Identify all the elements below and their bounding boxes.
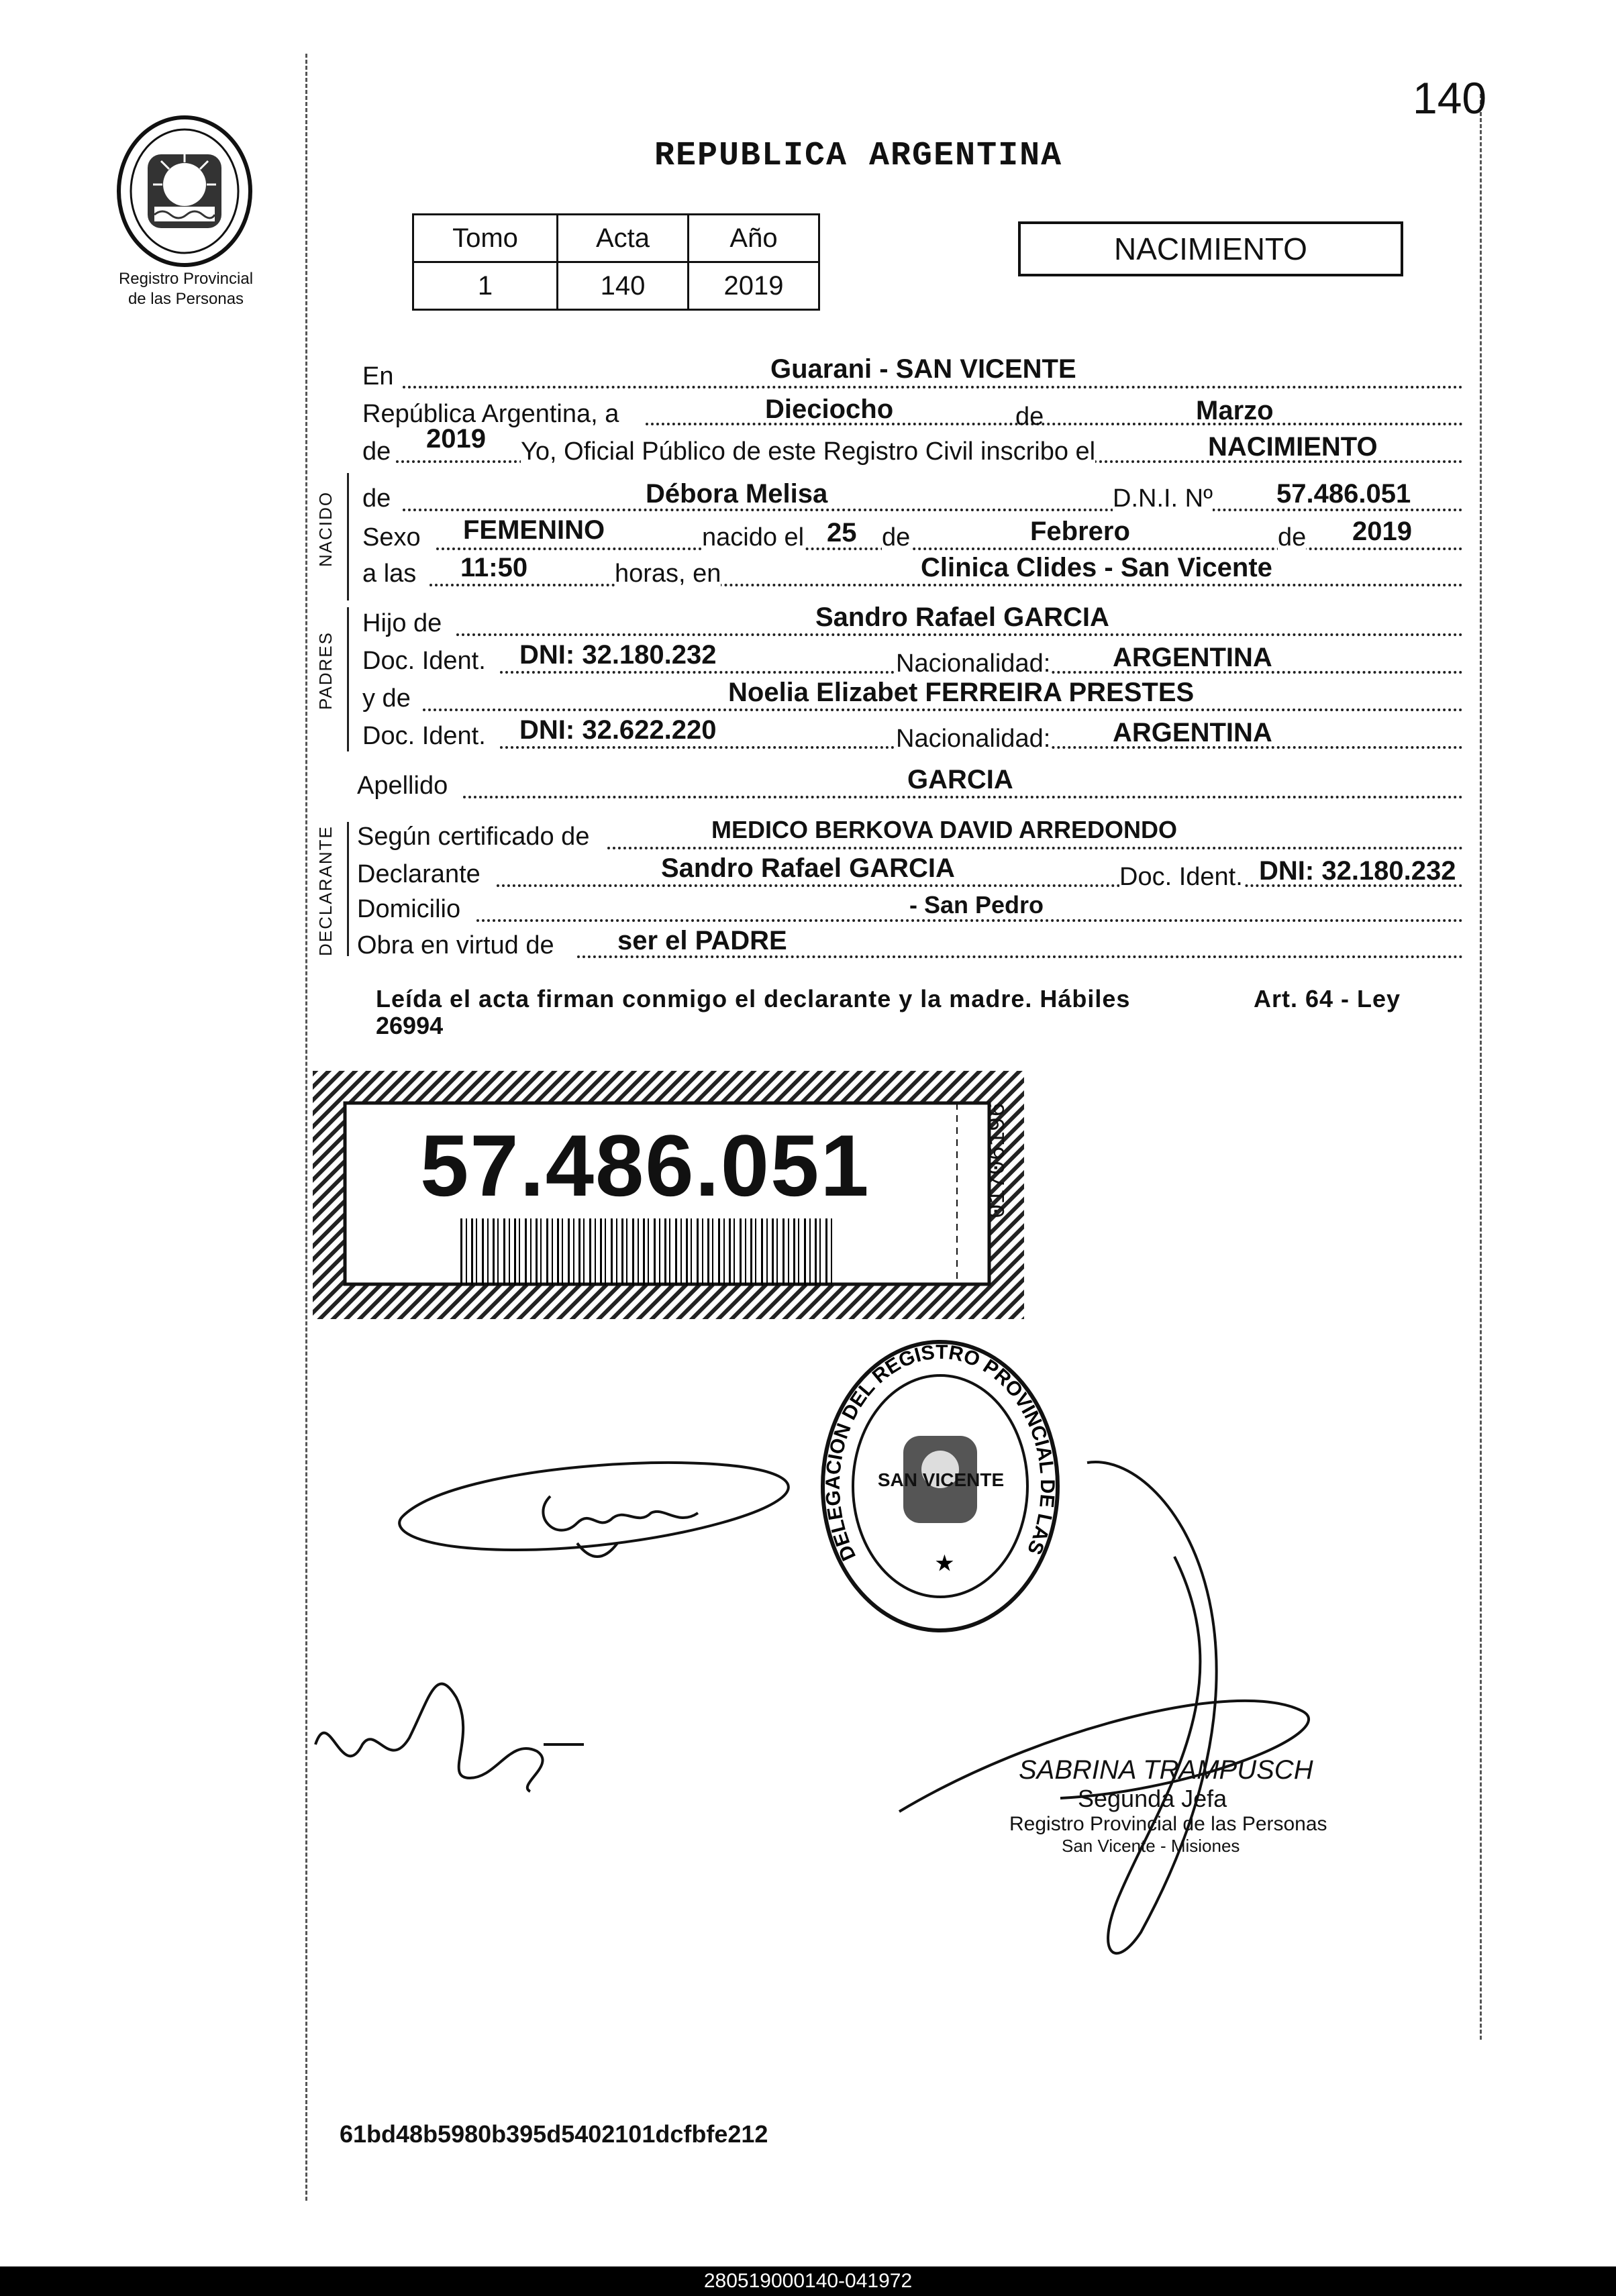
value-hora: 11:50 (460, 553, 528, 582)
document-title: REPUBLICA ARGENTINA (654, 137, 1063, 175)
value-domicilio: - San Pedro (909, 891, 1044, 919)
label-en: En (362, 362, 394, 390)
section-label-declarante: DECLARANTE (315, 825, 336, 956)
province-logo (114, 114, 255, 268)
oficial-cargo: Segunda Jefa (1078, 1785, 1227, 1812)
margin-line-right (1480, 94, 1482, 2040)
value-lugar-nac: Clinica Clides - San Vicente (921, 553, 1272, 582)
label-nombre: de (362, 484, 391, 513)
svg-text:★: ★ (936, 1553, 954, 1575)
footer-code: 280519000140-041972 (703, 2270, 913, 2292)
label-doc-madre: Doc. Ident. (362, 722, 486, 750)
label-de-mes: de (1015, 403, 1044, 431)
label-nac-de2: de (1278, 523, 1307, 552)
section-bracket-padres (347, 607, 349, 751)
table-header-acta: Acta (558, 215, 689, 262)
value-obra: ser el PADRE (617, 926, 787, 955)
document-hash: 61bd48b5980b395d5402101dcfbfe212 (340, 2120, 768, 2148)
barcode-icon (460, 1218, 836, 1286)
sticker-serial: 01706196 (984, 1102, 1011, 1218)
section-label-nacido: NACIDO (315, 490, 336, 567)
label-a-las: a las (362, 560, 417, 588)
value-decl-doc: DNI: 32.180.232 (1259, 856, 1456, 886)
label-de-anio: de (362, 437, 391, 466)
value-padre-doc: DNI: 32.180.232 (519, 640, 717, 670)
label-horas: horas, en (615, 560, 721, 588)
registro-table (412, 213, 820, 311)
table-value-anio: 2019 (689, 262, 819, 310)
logo-caption-line1: Registro Provincial (118, 270, 254, 288)
label-segun: Según certificado de (357, 823, 590, 851)
label-nacionalidad-padre: Nacionalidad: (896, 649, 1051, 678)
value-padre-nac: ARGENTINA (1113, 643, 1272, 672)
signature-declarante (376, 1422, 832, 1610)
section-bracket-nacido (347, 473, 349, 601)
value-apellido: GARCIA (907, 765, 1013, 794)
table-header-anio: Año (689, 215, 819, 262)
value-madre: Noelia Elizabet FERREIRA PRESTES (728, 678, 1195, 707)
label-obra: Obra en virtud de (357, 931, 554, 959)
tipo-acta-box: NACIMIENTO (1018, 221, 1403, 276)
value-dia: Dieciocho (765, 395, 894, 424)
label-apellido: Apellido (357, 772, 448, 800)
signature-madre (309, 1664, 604, 1812)
oficial-nombre: SABRINA TRAMPUSCH (1019, 1755, 1313, 1785)
value-lugar: Guarani - SAN VICENTE (770, 354, 1076, 384)
leida-art: Art. 64 - Ley (1254, 985, 1401, 1012)
label-hijo-de: Hijo de (362, 609, 442, 637)
footer-bar (0, 2266, 1616, 2296)
value-nac-anio: 2019 (1352, 517, 1412, 546)
oficial-organismo: Registro Provincial de las Personas (1009, 1813, 1327, 1835)
section-label-padres: PADRES (315, 631, 336, 710)
table-header-tomo: Tomo (413, 215, 558, 262)
label-sexo: Sexo (362, 523, 421, 552)
leida-text: Leída el acta firman conmigo el declarante y la madre. Hábiles (376, 985, 1131, 1012)
value-madre-nac: ARGENTINA (1113, 718, 1272, 747)
leida-ley: 26994 (376, 1012, 444, 1039)
province-seal-icon (114, 114, 255, 268)
value-mes: Marzo (1196, 396, 1274, 425)
table-value-tomo: 1 (413, 262, 558, 310)
value-padre: Sandro Rafael GARCIA (815, 603, 1109, 632)
page-number: 140 (1413, 73, 1487, 123)
signature-oficial (872, 1436, 1342, 1959)
label-nac-de: de (882, 523, 911, 552)
value-madre-doc: DNI: 32.622.220 (519, 715, 717, 745)
value-nombre: Débora Melisa (646, 479, 828, 509)
label-dni: D.N.I. Nº (1113, 484, 1213, 513)
oficial-localidad: San Vicente - Misiones (1062, 1836, 1240, 1856)
value-dni: 57.486.051 (1276, 479, 1411, 509)
value-anio: 2019 (426, 424, 486, 454)
label-y-de: y de (362, 684, 411, 713)
label-declarante: Declarante (357, 860, 481, 888)
value-certificado: MEDICO BERKOVA DAVID ARREDONDO (711, 816, 1178, 843)
value-inscribe: NACIMIENTO (1208, 432, 1378, 462)
label-decl-doc: Doc. Ident. (1119, 863, 1243, 891)
label-nacionalidad-madre: Nacionalidad: (896, 725, 1051, 753)
table-value-acta: 140 (558, 262, 689, 310)
value-declarante: Sandro Rafael GARCIA (661, 853, 955, 883)
id-sticker (313, 1071, 1024, 1319)
value-nac-mes: Febrero (1030, 517, 1130, 546)
logo-caption-line2: de las Personas (128, 290, 244, 308)
value-sexo: FEMENINO (463, 515, 605, 545)
sticker-number: 57.486.051 (420, 1116, 870, 1214)
label-doc-padre: Doc. Ident. (362, 647, 486, 675)
label-domicilio: Domicilio (357, 895, 461, 923)
seal-city: SAN VICENTE (877, 1469, 1005, 1490)
label-nacido-el: nacido el (702, 523, 805, 552)
section-bracket-declarante (347, 822, 349, 956)
label-republica: República Argentina, a (362, 400, 619, 428)
seal-arc-text: DELEGACION DEL REGISTRO PROVINCIAL DE LAS (821, 1341, 1059, 1565)
value-nac-dia: 25 (827, 518, 857, 547)
margin-line (305, 54, 307, 2201)
label-yo: Yo, Oficial Público de este Registro Civil inscribo el (521, 437, 1096, 466)
